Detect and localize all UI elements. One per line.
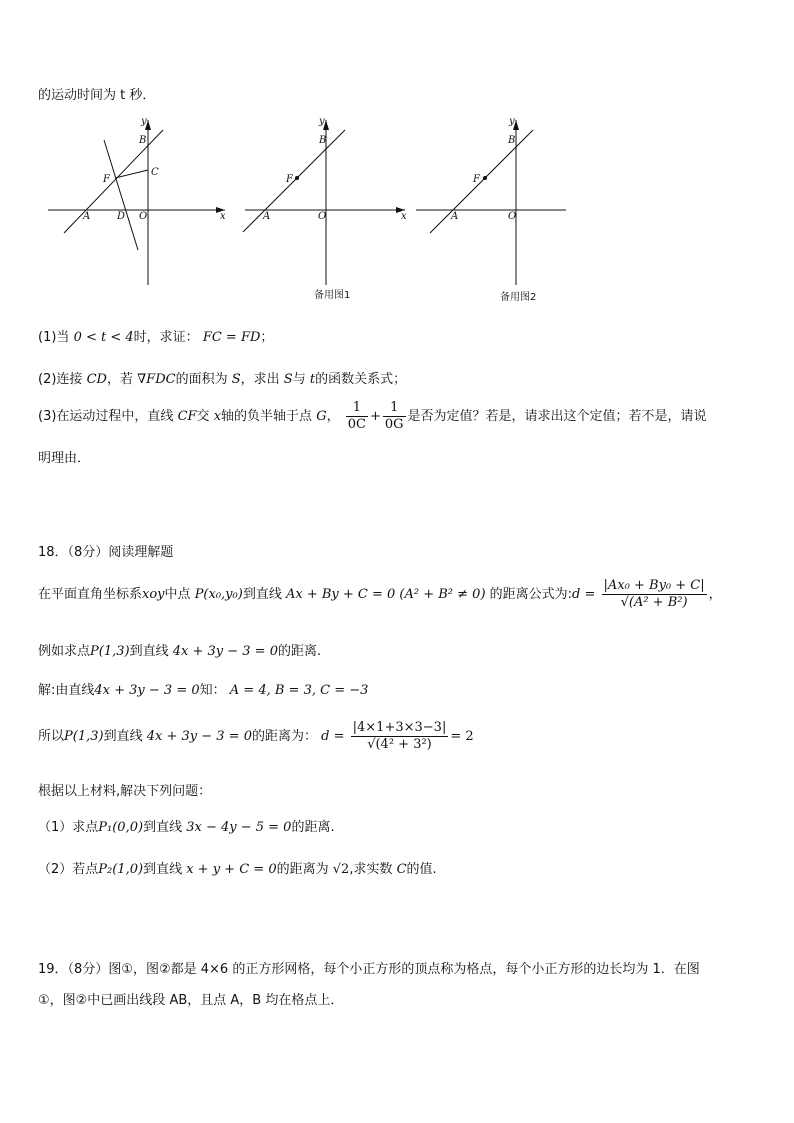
coordinate-figures bbox=[0, 108, 794, 308]
caption-backup-2: 备用图2 bbox=[500, 292, 537, 303]
q17-part1: (1)当 0 < t < 4时，求证： FC = FD； bbox=[38, 330, 274, 345]
label-a: A bbox=[83, 211, 91, 222]
label-c: C bbox=[151, 167, 159, 178]
q19-line2: ①，图②中已画出线段 AB，且点 A，B 均在格点上． bbox=[38, 993, 344, 1008]
label-o: O bbox=[139, 211, 148, 222]
example-distance-fraction: $\frac{|4\times 1+3\times 3-3|}{\text{√(4² + 3²)}}$ bbox=[352, 720, 447, 752]
label-x: x bbox=[220, 211, 226, 222]
label-a: A bbox=[451, 211, 459, 222]
label-y: y bbox=[319, 116, 325, 127]
distance-formula-fraction: $\frac{\text{|Ax₀ + By₀ + C|}}{\text{√(A² + B²)}}$ bbox=[603, 578, 705, 610]
figure-backup-2 bbox=[416, 116, 566, 303]
q18-result: 所以P(1,3)到直线 4x + 3y − 3 = 0的距离为： d = $\frac{|4\times 1+3\times 3-3|}{\text{√(4² + 3²)}}$ = 2 bbox=[38, 720, 474, 752]
q17-part3: (3)在运动过程中，直线 CF交 x轴的负半轴于点 G， $\frac{1}{0C}$ + $\frac{1}{0G}$ 是否为定值？若是，请求出这个定值；若不是，请说 bbox=[38, 400, 707, 432]
label-b: B bbox=[319, 135, 327, 146]
label-f: F bbox=[286, 174, 293, 185]
intro-text: 的运动时间为 t 秒． bbox=[38, 88, 156, 103]
label-b: B bbox=[508, 135, 516, 146]
figure-main bbox=[48, 116, 226, 285]
q18-question2: （2）若点P₂(1,0)到直线 x + y + C = 0的距离为 √2,求实数 C的值. bbox=[38, 862, 437, 877]
label-y: y bbox=[141, 116, 147, 127]
q17-part2: (2)连接 CD，若 ∇FDC的面积为 S，求出 S与 t的函数关系式； bbox=[38, 372, 407, 387]
label-f: F bbox=[103, 174, 110, 185]
q18-formula-line: 在平面直角坐标系xoy中点 P(x₀,y₀)到直线 Ax + By + C = 0 (A² + B² ≠ 0) 的距离公式为:d = $\frac{\text{|Ax₀ + By₀ + C|}}{\text{√(A² + B²)}}$ ， bbox=[38, 578, 722, 610]
q18-instructions: 根据以上材料,解决下列问题： bbox=[38, 784, 212, 799]
q18-question1: （1）求点P₁(0,0)到直线 3x − 4y − 5 = 0的距离. bbox=[38, 820, 335, 835]
label-o: O bbox=[508, 211, 517, 222]
fraction-1-over-0g: $\frac{1}{0G}$ bbox=[384, 400, 404, 432]
q17-part3-cont: 明理由． bbox=[38, 451, 91, 466]
fraction-1-over-0c: $\frac{1}{0C}$ bbox=[347, 400, 366, 432]
caption-backup-1: 备用图1 bbox=[314, 290, 351, 301]
figure-backup-1 bbox=[243, 116, 407, 301]
label-b: B bbox=[139, 135, 147, 146]
q18-solution: 解:由直线4x + 3y − 3 = 0知： A = 4, B = 3, C = −3 bbox=[38, 683, 369, 698]
label-x: x bbox=[401, 211, 407, 222]
label-f: F bbox=[473, 174, 480, 185]
label-d: D bbox=[117, 211, 126, 222]
label-a: A bbox=[263, 211, 271, 222]
q18-example: 例如求点P(1,3)到直线 4x + 3y − 3 = 0的距离. bbox=[38, 644, 322, 659]
label-y: y bbox=[509, 116, 515, 127]
label-o: O bbox=[318, 211, 327, 222]
q19-line1: 19．（8分）图①，图②都是 4×6 的正方形网格，每个小正方形的顶点称为格点，每个小正方形的边长均为 1．在图 bbox=[38, 962, 700, 977]
q18-heading: 18．（8分）阅读理解题 bbox=[38, 545, 174, 560]
